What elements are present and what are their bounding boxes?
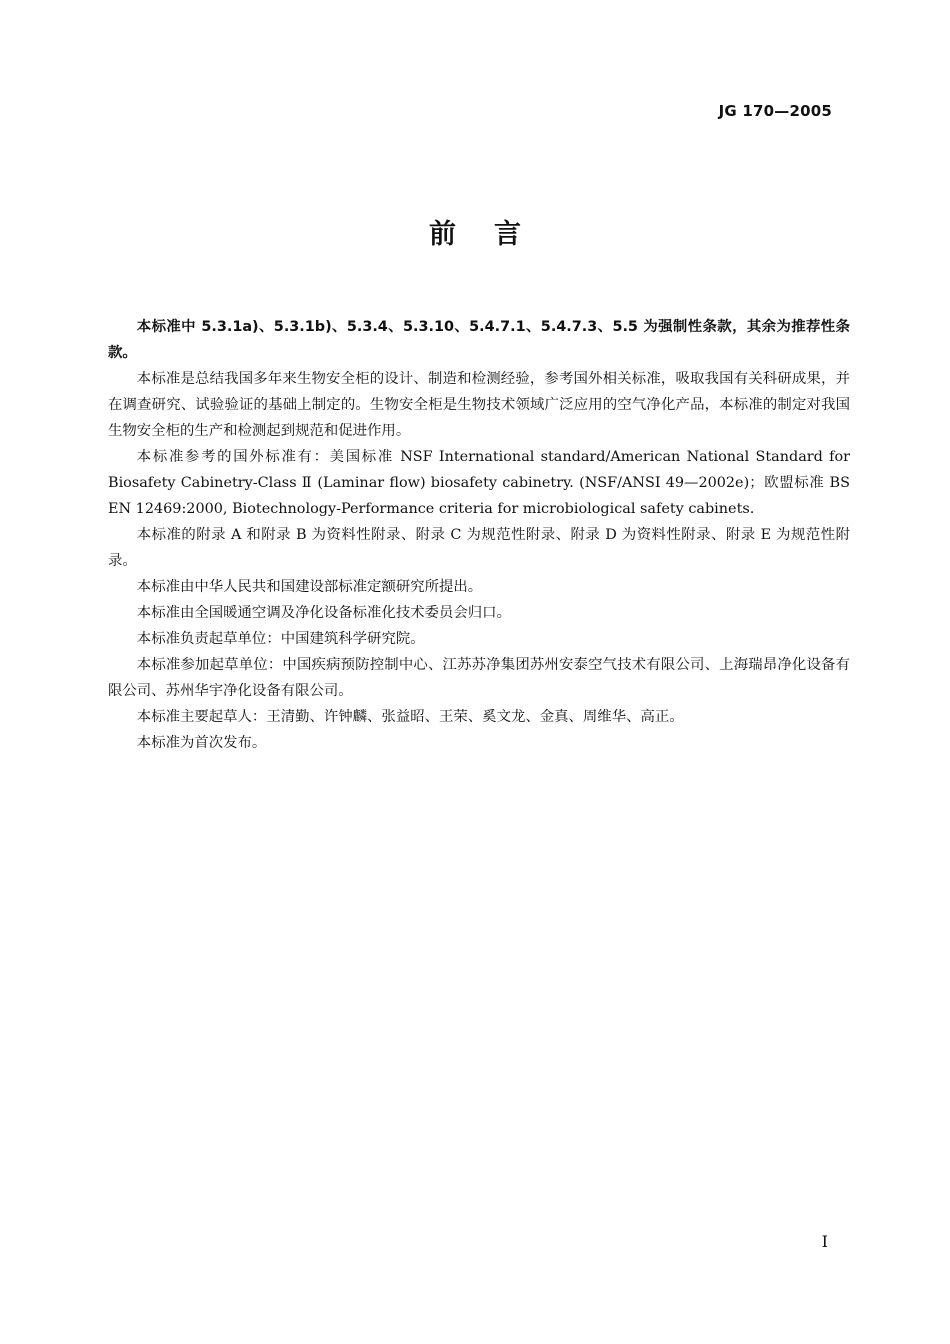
paragraph-first-release: 本标准为首次发布。 <box>136 735 267 751</box>
paragraph-main-drafters: 本标准主要起草人：王清勤、许钟麟、张益昭、王荣、奚文龙、金真、周维华、高正。 <box>136 709 684 725</box>
paragraph-annexes: 本标准的附录 A 和附录 B 为资料性附录、附录 C 为规范性附录、附录 D 为资料性附录、附录 E 为规范性附录。 <box>108 527 850 569</box>
paragraph-proposer: 本标准由中华人民共和国建设部标准定额研究所提出。 <box>136 579 483 595</box>
page-number: I <box>821 1232 828 1251</box>
paragraph-summary: 本标准是总结我国多年来生物安全柜的设计、制造和检测经验，参考国外相关标准，吸取我国有关科研成果，并在调查研究、试验验证的基础上制定的。生物安全柜是生物技术领域广泛应用的空气净化产品，本标准的制定对我国生物安全柜的生产和检测起到规范和促进作用。 <box>108 371 850 439</box>
paragraph-mandatory-clauses: 本标准中 5.3.1a)、5.3.1b)、5.3.4、5.3.10、5.4.7.1、5.4.7.3、5.5 为强制性条款，其余为推荐性条款。 <box>108 319 850 361</box>
standard-code: JG 170—2005 <box>718 102 832 120</box>
paragraph-lead-drafter-unit: 本标准负责起草单位：中国建筑科学研究院。 <box>136 631 425 647</box>
page-title: 前言 <box>429 219 559 250</box>
paragraph-committee: 本标准由全国暖通空调及净化设备标准化技术委员会归口。 <box>136 605 511 621</box>
foreword-body <box>108 314 850 756</box>
paragraph-foreign-references: 本标准参考的国外标准有：美国标准 NSF International standard/American National Standard for Biosafety Cabinetry-Class Ⅱ (Laminar flow) biosafety cabinetry. (NSF/ANSI 49—2002e)；欧盟标准 BS EN 12469:2000, Biotechnology-Performance criteria for microbiological safety cabinets. <box>108 449 850 517</box>
paragraph-participating-units: 本标准参加起草单位：中国疾病预防控制中心、江苏苏净集团苏州安泰空气技术有限公司、上海瑞昂净化设备有限公司、苏州华宇净化设备有限公司。 <box>108 657 850 699</box>
